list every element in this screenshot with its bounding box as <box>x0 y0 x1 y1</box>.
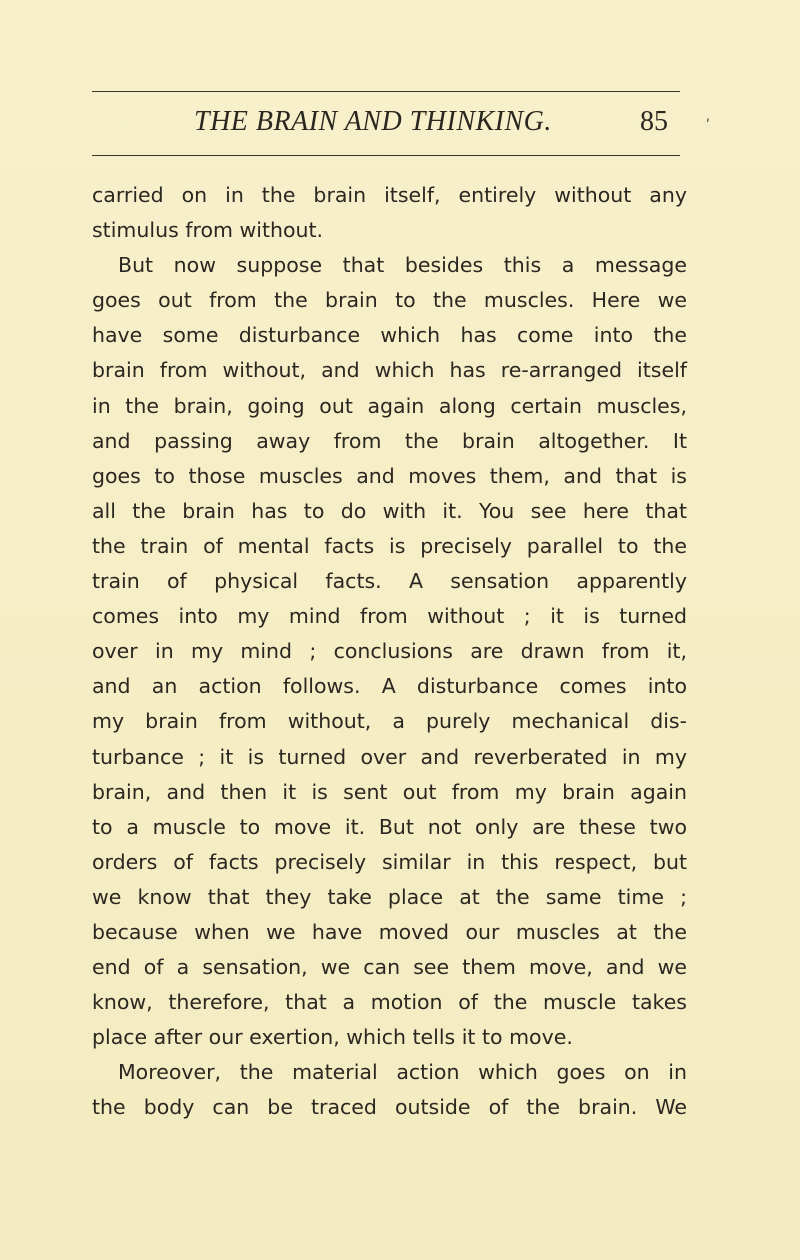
text-line: turbance ; it is turned over and reverberated in my <box>92 744 687 769</box>
text-line: my brain from without, a purely mechanical dis- <box>92 709 687 734</box>
text-line: place after our exertion, which tells it to move. <box>92 1025 573 1050</box>
running-title: THE BRAIN AND THINKING. <box>194 106 552 137</box>
text-line: the train of mental facts is precisely parallel to the <box>92 533 687 558</box>
text-line: and an action follows. A disturbance comes into <box>92 674 687 699</box>
page-number: 85 <box>640 106 668 137</box>
header-rule-top <box>92 91 680 92</box>
text-line: end of a sensation, we can see them move, and we <box>92 955 687 980</box>
text-line: in the brain, going out again along certain muscles, <box>92 393 687 418</box>
text-line: because when we have moved our muscles at the <box>92 919 687 944</box>
text-line: we know that they take place at the same time ; <box>92 884 687 909</box>
running-head <box>92 104 680 144</box>
text-line: know, therefore, that a motion of the muscle takes <box>92 990 687 1015</box>
body-text <box>92 178 687 1126</box>
text-line: have some disturbance which has come into the <box>92 323 687 348</box>
text-line: over in my mind ; conclusions are drawn from it, <box>92 639 687 664</box>
text-line: brain, and then it is sent out from my brain again <box>92 779 687 804</box>
text-line: all the brain has to do with it. You see here that <box>92 498 687 523</box>
text-line: to a muscle to move it. But not only are these two <box>92 814 687 839</box>
text-line: Moreover, the material action which goes on in <box>118 1060 687 1085</box>
text-line: comes into my mind from without ; it is turned <box>92 604 687 629</box>
text-line: the body can be traced outside of the brain. We <box>92 1095 687 1120</box>
text-line: goes out from the brain to the muscles. Here we <box>92 288 687 313</box>
text-line: carried on in the brain itself, entirely without any <box>92 183 687 207</box>
text-line: and passing away from the brain altogether. It <box>92 428 687 453</box>
text-line: goes to those muscles and moves them, and that is <box>92 463 687 488</box>
margin-mark: ʹ <box>706 118 710 134</box>
header-rule-bottom <box>92 155 680 156</box>
text-line: orders of facts precisely similar in this respect, but <box>92 849 687 874</box>
text-line: stimulus from without. <box>92 218 324 243</box>
text-line: train of physical facts. A sensation apparently <box>92 569 687 594</box>
text-line: brain from without, and which has re-arranged itself <box>92 358 687 383</box>
text-line: But now suppose that besides this a message <box>118 253 687 278</box>
